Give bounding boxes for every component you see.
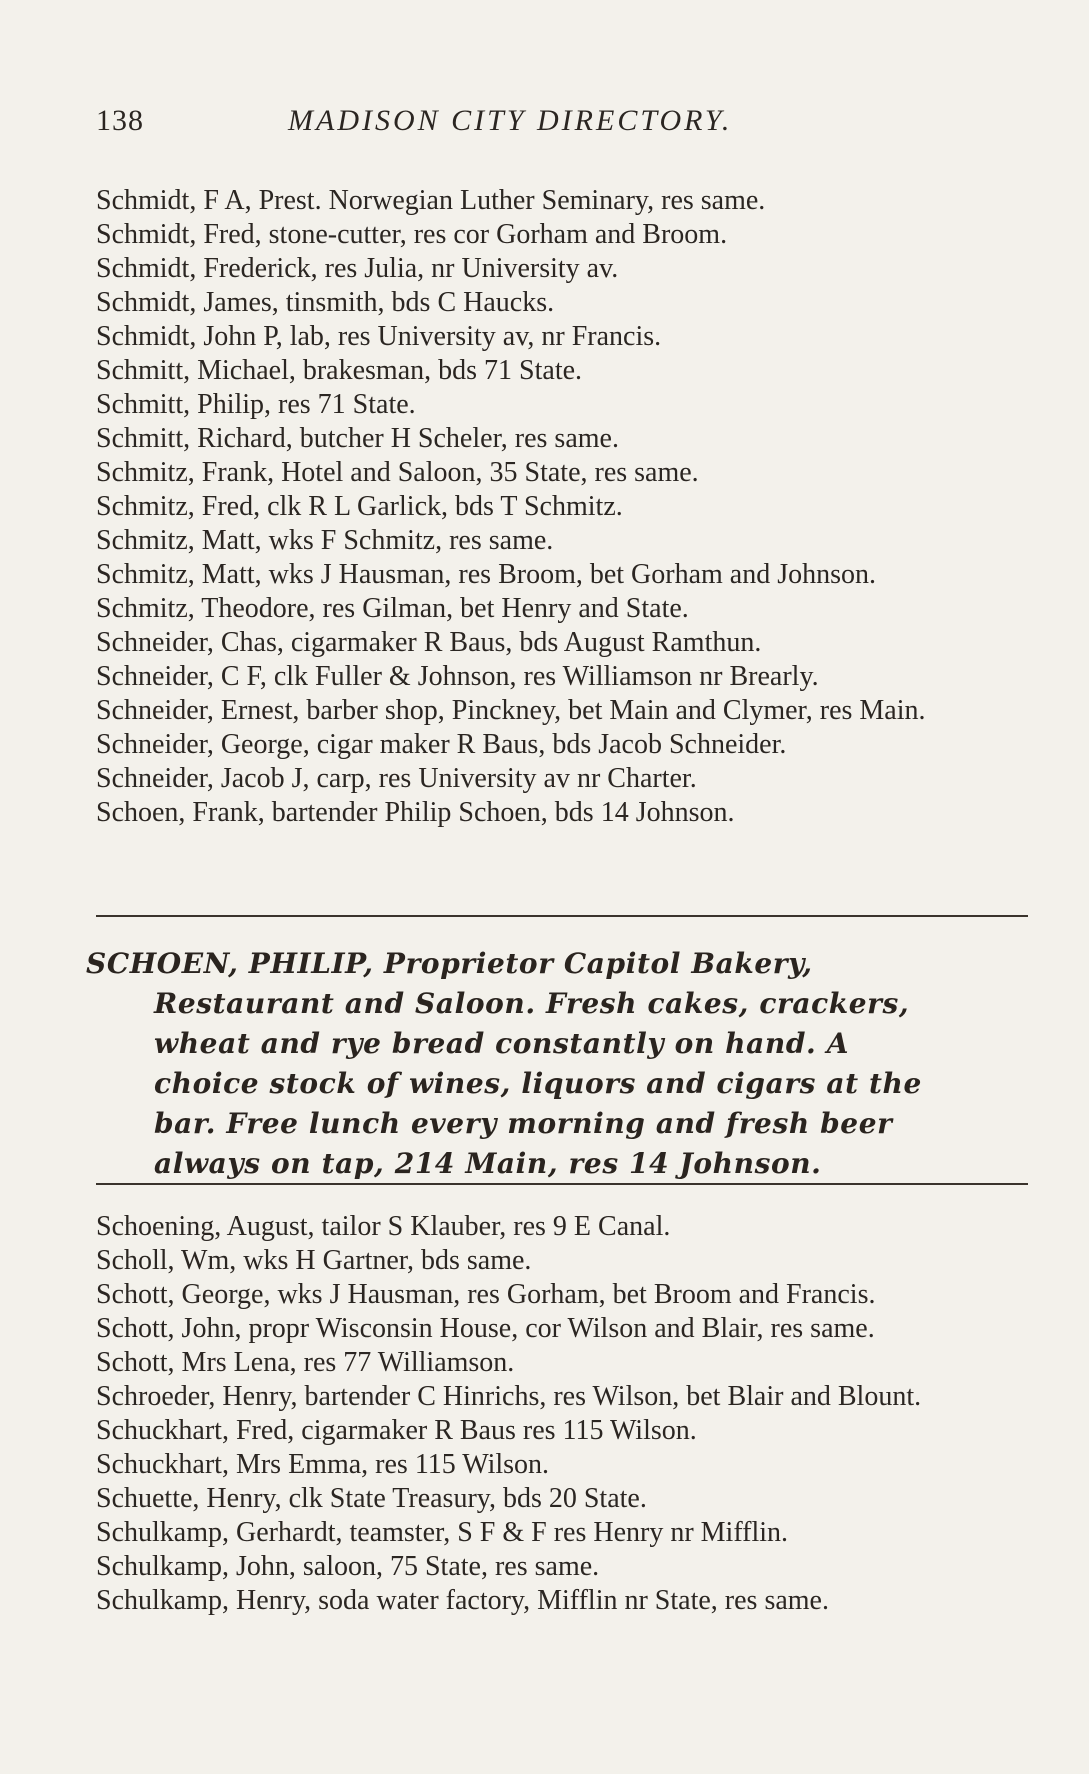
directory-entry: Schmitz, Fred, clk R L Garlick, bds T Schmitz.	[96, 491, 623, 522]
directory-entry: Schmitz, Matt, wks J Hausman, res Broom, bet Gorham and Johnson.	[96, 559, 877, 590]
directory-entry: Scholl, Wm, wks H Gartner, bds same.	[96, 1245, 532, 1276]
directory-entry: Schneider, Jacob J, carp, res University av nr Charter.	[96, 763, 697, 794]
advertisement-line: choice stock of wines, liquors and cigars at the	[154, 1067, 922, 1100]
directory-entry: Schulkamp, John, saloon, 75 State, res same.	[96, 1551, 600, 1582]
directory-entries-bottom	[96, 1210, 1036, 1618]
directory-entry: Schoening, August, tailor S Klauber, res 9 E Canal.	[96, 1211, 671, 1242]
advertisement-line: SCHOEN, PHILIP, Proprietor Capitol Bakery,	[86, 947, 813, 980]
directory-entry: Schulkamp, Henry, soda water factory, Mifflin nr State, res same.	[96, 1585, 829, 1616]
advertisement-line: bar. Free lunch every morning and fresh beer	[154, 1107, 893, 1140]
advertisement-line: always on tap, 214 Main, res 14 Johnson.	[154, 1147, 822, 1180]
directory-entry: Schmitz, Frank, Hotel and Saloon, 35 State, res same.	[96, 457, 699, 488]
directory-entry: Schneider, C F, clk Fuller & Johnson, res Williamson nr Brearly.	[96, 661, 819, 692]
page-number: 138	[96, 104, 144, 137]
directory-entry: Schott, John, propr Wisconsin House, cor Wilson and Blair, res same.	[96, 1313, 875, 1344]
directory-entry: Schott, Mrs Lena, res 77 Williamson.	[96, 1347, 515, 1378]
directory-entry: Schmidt, John P, lab, res University av, nr Francis.	[96, 321, 662, 352]
running-title: MADISON CITY DIRECTORY.	[288, 104, 733, 137]
directory-entry: Schmitt, Michael, brakesman, bds 71 State.	[96, 355, 583, 386]
directory-entry: Schmitz, Matt, wks F Schmitz, res same.	[96, 525, 554, 556]
directory-entry: Schuckhart, Fred, cigarmaker R Baus res 115 Wilson.	[96, 1415, 697, 1446]
directory-entry: Schoen, Frank, bartender Philip Schoen, bds 14 Johnson.	[96, 797, 735, 828]
directory-entries-top	[96, 184, 1036, 830]
directory-entry: Schuckhart, Mrs Emma, res 115 Wilson.	[96, 1449, 550, 1480]
advertisement-line: wheat and rye bread constantly on hand. A	[154, 1027, 850, 1060]
directory-entry: Schmidt, Fred, stone-cutter, res cor Gorham and Broom.	[96, 219, 728, 250]
directory-entry: Schmitz, Theodore, res Gilman, bet Henry and State.	[96, 593, 689, 624]
directory-entry: Schott, George, wks J Hausman, res Gorham, bet Broom and Francis.	[96, 1279, 876, 1310]
directory-entry: Schroeder, Henry, bartender C Hinrichs, res Wilson, bet Blair and Blount.	[96, 1381, 922, 1412]
divider-rule	[96, 1183, 1028, 1185]
page-header	[96, 104, 1026, 144]
directory-entry: Schuette, Henry, clk State Treasury, bds 20 State.	[96, 1483, 647, 1514]
directory-entry: Schneider, George, cigar maker R Baus, bds Jacob Schneider.	[96, 729, 787, 760]
directory-entry: Schulkamp, Gerhardt, teamster, S F & F res Henry nr Mifflin.	[96, 1517, 789, 1548]
directory-entry: Schmitt, Philip, res 71 State.	[96, 389, 416, 420]
directory-entry: Schneider, Ernest, barber shop, Pinckney, bet Main and Clymer, res Main.	[96, 695, 926, 726]
directory-entry: Schmidt, F A, Prest. Norwegian Luther Seminary, res same.	[96, 185, 766, 216]
advertisement-block	[86, 944, 1036, 1184]
directory-entry: Schneider, Chas, cigarmaker R Baus, bds August Ramthun.	[96, 627, 762, 658]
directory-entry: Schmidt, Frederick, res Julia, nr University av.	[96, 253, 619, 284]
divider-rule	[96, 915, 1028, 917]
directory-entry: Schmidt, James, tinsmith, bds C Haucks.	[96, 287, 555, 318]
advertisement-line: Restaurant and Saloon. Fresh cakes, crackers,	[154, 987, 910, 1020]
directory-entry: Schmitt, Richard, butcher H Scheler, res same.	[96, 423, 619, 454]
